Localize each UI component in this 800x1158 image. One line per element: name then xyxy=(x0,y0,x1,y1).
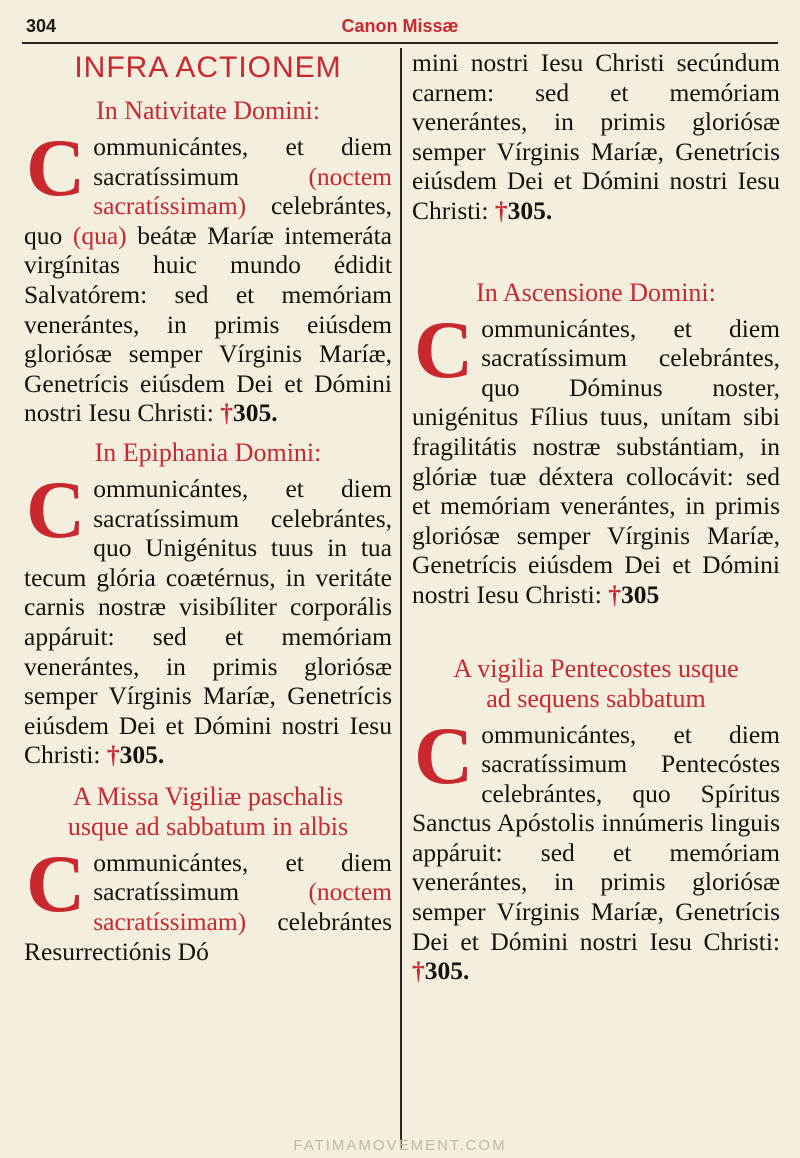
dropcap-pentecostes: C xyxy=(414,709,474,801)
dropcap-epiphania: C xyxy=(26,463,86,555)
cross-ref-number: 305. xyxy=(119,740,165,770)
dropcap-vigilia: C xyxy=(26,837,86,929)
cross-ref-mark: † xyxy=(608,579,621,609)
header-rule xyxy=(22,42,778,44)
prayer-nativitate xyxy=(24,122,392,428)
rubric-paren: (qua) xyxy=(72,220,127,250)
prayer-text: mini nostri Iesu Christi secúndum carnem: sed et memóriam venerántes, in primis gloriósæ semper Vírginis Maríæ, Genetrícis eiúsdem Dei et Dómini nostri Iesu Christi: xyxy=(412,48,780,225)
main-heading: INFRA ACTIONEM xyxy=(74,51,342,84)
page-header xyxy=(22,12,778,40)
prayer-pentecostes xyxy=(412,709,780,986)
heading-line: A vigilia Pentecostes usque xyxy=(453,653,739,683)
right-column xyxy=(412,48,780,986)
cross-ref-number: 305. xyxy=(232,398,278,428)
cross-ref-mark: † xyxy=(106,740,120,770)
dropcap-ascensione: C xyxy=(414,303,474,395)
watermark: FATIMAMOVEMENT.COM xyxy=(293,1137,507,1154)
cross-ref-mark: † xyxy=(494,195,508,225)
section-heading-pentecostes xyxy=(412,654,780,714)
prayer-text: ommunicántes, et diem sacratíssimum celebrántes, quo Dóminus noster, unigénitus Fílius tuus, unítam sibi fragilitátis nostræ substántiam, in glóriæ tuæ déxtera collocávit: sed et memóriam venerántes, in primis gloriósæ semper Vírginis Maríæ, Genetrícis eiúsdem Dei et Dómini nostri Iesu Christi: xyxy=(412,313,780,609)
prayer-text: ommunicántes, et diem sacratíssimum Pentecóstes celebrántes, quo Spíritus Sanctus Apóstolis innúmeris linguis appáruit: sed et memóriam venerántes, in primis gloriósæ semper Vírginis Maríæ, Genetrícis Dei et Dómini nostri Iesu Christi: xyxy=(412,719,780,956)
section-heading-ascensione: In Ascensione Domini: xyxy=(476,277,716,307)
prayer-ascensione xyxy=(412,303,780,610)
section-heading-epiphania: In Epiphania Domini: xyxy=(94,437,322,467)
heading-line: usque ad sabbatum in albis xyxy=(67,811,349,841)
cross-ref-mark: † xyxy=(220,398,233,428)
cross-ref-mark: † xyxy=(412,956,425,986)
cross-ref-number: 305. xyxy=(424,956,470,986)
section-heading-nativitate: In Nativitate Domini: xyxy=(96,96,320,125)
prayer-text: beátæ Maríæ intemeráta virgínitas huic mundo édidit Salvatórem: sed et memóriam venerántes, in primis eiúsdem gloriósæ semper Vírginis Maríæ, Genetrícis eiúsdem Dei et Dómini nostri Iesu Christi: xyxy=(24,220,392,428)
rubric-paren: (noctem sacratíssimam) xyxy=(93,161,392,221)
left-column xyxy=(24,48,392,966)
cross-ref-number: 305. xyxy=(507,195,553,225)
prayer-text: ommunicántes, et diem sacratíssimum xyxy=(93,132,392,191)
prayer-text: celebrántes, quo xyxy=(24,191,392,250)
cross-ref-number: 305 xyxy=(620,579,660,609)
heading-line: A Missa Vigiliæ paschalis xyxy=(72,781,344,811)
rubric-paren: (noctem sacratíssimam) xyxy=(93,877,392,937)
prayer-text: celebrántes Resurrectiónis Dó xyxy=(24,907,392,966)
prayer-text: ommunicántes, et diem sacratíssimum celebrántes, quo Unigénitus tuus in tua tecum glória coætérnus, in veritáte carnis nostræ visibíliter corporális appáruit: sed et memóriam venerántes, in primis gloriósæ semper Vírginis Maríæ, Genetrícis eiúsdem Dei et Dómini nostri Iesu Christi: xyxy=(24,473,392,770)
running-title: Canon Missæ xyxy=(341,16,459,36)
section-heading-vigilia-paschalis xyxy=(24,782,392,842)
column-divider xyxy=(400,48,402,1148)
page-number: 304 xyxy=(26,16,57,36)
prayer-vigilia-paschalis xyxy=(24,837,392,966)
prayer-epiphania xyxy=(24,463,392,770)
dropcap-nativitate: C xyxy=(26,122,86,213)
prayer-text: ommunicántes, et diem sacratíssimum xyxy=(93,847,392,907)
heading-line: ad sequens sabbatum xyxy=(486,683,706,713)
prayer-vigilia-continuation xyxy=(412,48,780,226)
